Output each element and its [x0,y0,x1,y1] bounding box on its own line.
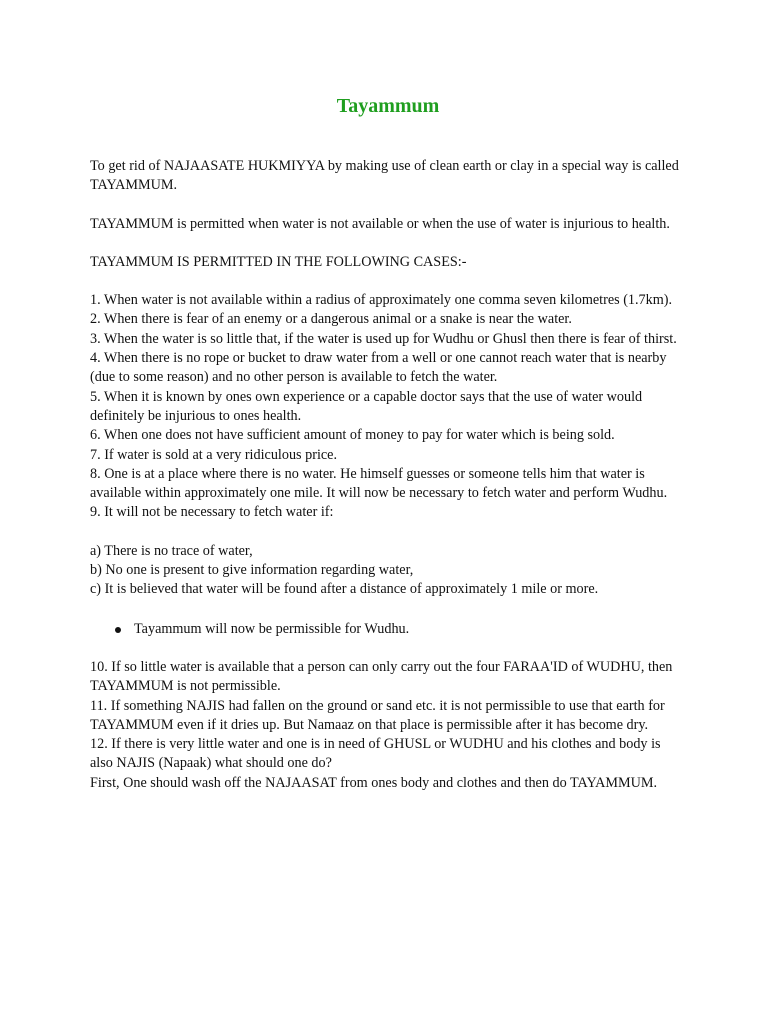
intro-paragraph-2: TAYAMMUM is permitted when water is not available or when the use of water is injurious to health. [90,215,670,232]
case-item-11: 11. If something NAJIS had fallen on the ground or sand etc. it is not permissible to use that earth for TAYAMMUM even if it dries up. But Namaaz on that place is permissible after it has become dry. [90,697,665,733]
condition-item-a: a) There is no trace of water, [90,542,253,559]
page-title: Tayammum [336,95,440,117]
case-item-12: 12. If there is very little water and one is in need of GHUSL or WUDHU and his clothes and body is also NAJIS (Napaak) what should one do? [90,736,661,772]
more-cases-list [90,658,686,793]
condition-item-c: c) It is believed that water will be found after a distance of approximately 1 mile or more. [90,581,599,598]
condition-item-b: b) No one is present to give information regarding water, [90,562,414,579]
spacer [90,523,686,542]
case-item-7: 7. If water is sold at a very ridiculous price. [90,446,338,463]
case-item-5: 5. When it is known by ones own experience or a capable doctor says that the use of water would definitely be injurious to ones health. [90,388,643,424]
cases-list [90,291,686,523]
bullet-list [90,620,686,639]
cases-heading: TAYAMMUM IS PERMITTED IN THE FOLLOWING CASES:- [90,253,467,270]
case-item-12-answer: First, One should wash off the NAJAASAT from ones body and clothes and then do TAYAMMUM. [90,774,657,791]
bullet-item: Tayammum will now be permissible for Wudhu. [134,620,686,639]
case-item-2: 2. When there is fear of an enemy or a dangerous animal or a snake is near the water. [90,311,572,328]
case-item-6: 6. When one does not have sufficient amount of money to pay for water which is being sold. [90,427,615,444]
case-item-4: 4. When there is no rope or bucket to draw water from a well or one cannot reach water that is nearby (due to some reason) and no other person is available to fetch the water. [90,350,667,386]
document-page [90,92,686,793]
case-item-8: 8. One is at a place where there is no water. He himself guesses or someone tells him that water is available within approximately one mile. It will now be necessary to fetch water and perform Wudhu. [90,465,668,502]
conditions-list [90,542,686,600]
case-item-9: 9. It will not be necessary to fetch water if: [90,504,334,521]
case-item-1: 1. When water is not available within a radius of approximately one comma seven kilometres (1.7km). [90,292,673,309]
intro-paragraph-1: To get rid of NAJAASATE HUKMIYYA by making use of clean earth or clay in a special way is called TAYAMMUM. [90,158,679,194]
case-item-3: 3. When the water is so little that, if the water is used up for Wudhu or Ghusl then there is fear of thirst. [90,330,677,347]
case-item-10: 10. If so little water is available that a person can only carry out the four FARAA'ID of WUDHU, then TAYAMMUM is not permissible. [90,658,673,695]
